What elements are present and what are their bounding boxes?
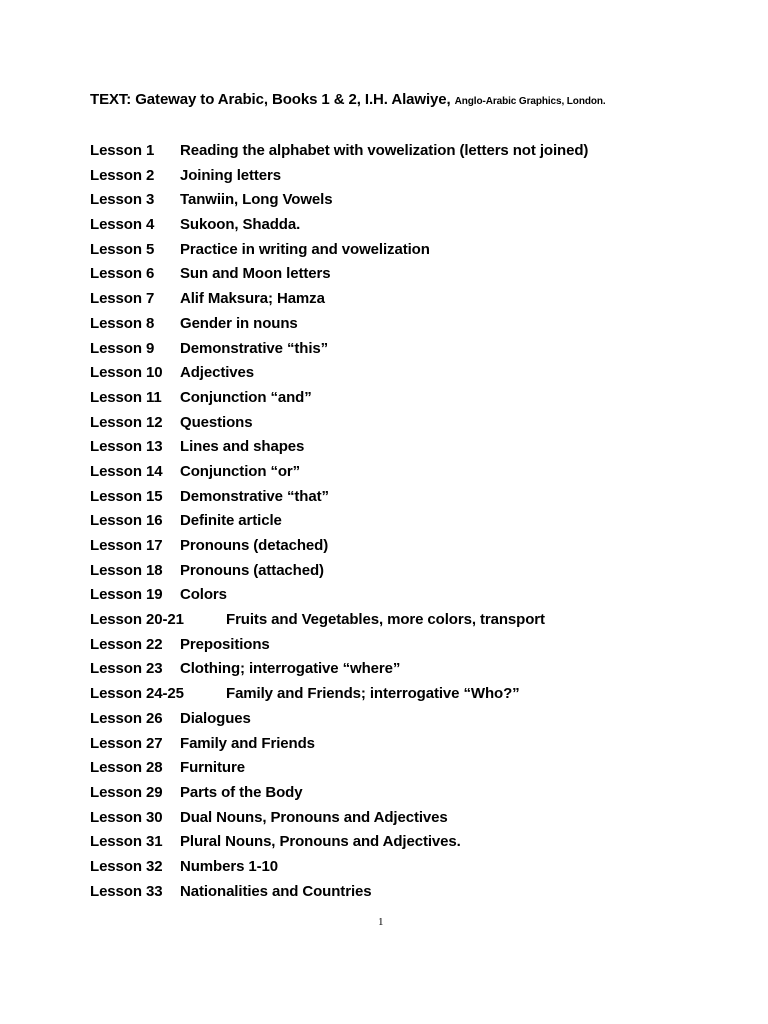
lesson-number: Lesson 14 <box>90 462 163 480</box>
lesson-row <box>90 189 588 214</box>
lesson-row <box>90 560 588 585</box>
textbook-title: TEXT: Gateway to Arabic, Books 1 & 2, I.H. Alawiye, <box>90 91 455 108</box>
lesson-topic: Conjunction “and” <box>180 388 312 406</box>
lesson-topic: Family and Friends <box>180 734 315 752</box>
lesson-number: Lesson 30 <box>90 808 163 826</box>
lesson-number: Lesson 16 <box>90 512 163 530</box>
lesson-topic: Lines and shapes <box>180 438 305 456</box>
lesson-row <box>90 140 588 165</box>
lesson-topic: Sukoon, Shadda. <box>180 216 301 234</box>
lesson-row <box>90 634 588 659</box>
lesson-topic: Furniture <box>180 759 245 777</box>
page-number: 1 <box>378 916 384 928</box>
lesson-number: Lesson 26 <box>90 709 163 727</box>
lesson-topic: Parts of the Body <box>180 783 303 801</box>
lesson-number: Lesson 29 <box>90 783 163 801</box>
lesson-row <box>90 288 588 313</box>
lesson-row <box>90 807 588 832</box>
lesson-row <box>90 733 588 758</box>
lesson-number: Lesson 27 <box>90 734 163 752</box>
lesson-topic: Reading the alphabet with vowelization (letters not joined) <box>180 142 589 159</box>
lesson-number: Lesson 20-21 <box>90 611 184 629</box>
lesson-number: Lesson 11 <box>90 388 162 406</box>
lesson-topic: Definite article <box>180 512 282 530</box>
lesson-row <box>90 757 588 782</box>
lesson-number: Lesson 7 <box>90 290 155 308</box>
lesson-topic: Fruits and Vegetables, more colors, transport <box>226 611 545 629</box>
lesson-number: Lesson 18 <box>90 561 163 579</box>
lesson-number: Lesson 32 <box>90 857 163 875</box>
lesson-number: Lesson 3 <box>90 191 155 209</box>
lesson-number: Lesson 24-25 <box>90 685 184 703</box>
lesson-topic: Questions <box>180 413 253 431</box>
lesson-topic: Pronouns (detached) <box>180 537 329 554</box>
lesson-row <box>90 881 588 906</box>
lesson-number: Lesson 4 <box>90 216 155 234</box>
lesson-number: Lesson 15 <box>90 487 163 505</box>
lesson-row <box>90 486 588 511</box>
lesson-number: Lesson 19 <box>90 586 163 604</box>
lesson-topic: Dual Nouns, Pronouns and Adjectives <box>180 808 448 826</box>
lesson-topic: Numbers 1-10 <box>180 857 279 875</box>
lesson-row <box>90 609 588 634</box>
lesson-topic: Practice in writing and vowelization <box>180 240 430 258</box>
lesson-row <box>90 510 588 535</box>
lesson-row <box>90 387 588 412</box>
lesson-number: Lesson 12 <box>90 413 163 431</box>
lesson-topic: Colors <box>180 586 227 604</box>
lesson-row <box>90 313 588 338</box>
lesson-number: Lesson 23 <box>90 660 163 678</box>
lesson-row <box>90 584 588 609</box>
lesson-topic: Prepositions <box>180 635 270 653</box>
textbook-reference-header <box>90 91 606 108</box>
lesson-topic: Demonstrative “this” <box>180 339 329 357</box>
lesson-topic: Pronouns (attached) <box>180 561 324 579</box>
lesson-number: Lesson 8 <box>90 314 155 332</box>
lesson-number: Lesson 6 <box>90 265 155 283</box>
lesson-row <box>90 461 588 486</box>
lesson-number: Lesson 33 <box>90 882 163 900</box>
lesson-row <box>90 535 588 560</box>
lesson-row <box>90 658 588 683</box>
lesson-row <box>90 263 588 288</box>
lesson-topic: Dialogues <box>180 709 251 727</box>
lesson-topic: Clothing; interrogative “where” <box>180 660 401 678</box>
lesson-row <box>90 362 588 387</box>
lesson-number: Lesson 2 <box>90 166 155 184</box>
lesson-row <box>90 214 588 239</box>
lesson-row <box>90 338 588 363</box>
lesson-topic: Conjunction “or” <box>180 462 301 480</box>
lesson-topic: Family and Friends; interrogative “Who?” <box>226 685 520 703</box>
lesson-number: Lesson 17 <box>90 537 163 554</box>
lesson-number: Lesson 9 <box>90 339 155 357</box>
lesson-list <box>90 140 588 905</box>
lesson-row <box>90 239 588 264</box>
lesson-row <box>90 165 588 190</box>
lesson-topic: Alif Maksura; Hamza <box>180 290 325 308</box>
lesson-row <box>90 683 588 708</box>
lesson-topic: Sun and Moon letters <box>180 265 331 283</box>
lesson-topic: Joining letters <box>180 166 282 184</box>
lesson-number: Lesson 13 <box>90 438 163 456</box>
publisher-name: Anglo-Arabic Graphics, London. <box>454 96 606 107</box>
lesson-topic: Plural Nouns, Pronouns and Adjectives. <box>180 833 461 851</box>
lesson-row <box>90 831 588 856</box>
lesson-number: Lesson 22 <box>90 635 163 653</box>
lesson-number: Lesson 31 <box>90 833 163 851</box>
lesson-topic: Nationalities and Countries <box>180 882 372 900</box>
lesson-topic: Adjectives <box>180 364 255 382</box>
lesson-row <box>90 412 588 437</box>
lesson-topic: Demonstrative “that” <box>180 487 329 505</box>
lesson-number: Lesson 10 <box>90 364 163 382</box>
lesson-number: Lesson 28 <box>90 759 163 777</box>
lesson-number: Lesson 1 <box>90 142 155 159</box>
lesson-topic: Gender in nouns <box>180 314 298 332</box>
lesson-number: Lesson 5 <box>90 240 155 258</box>
lesson-row <box>90 856 588 881</box>
lesson-row <box>90 708 588 733</box>
lesson-row <box>90 436 588 461</box>
lesson-row <box>90 782 588 807</box>
lesson-topic: Tanwiin, Long Vowels <box>180 191 333 209</box>
